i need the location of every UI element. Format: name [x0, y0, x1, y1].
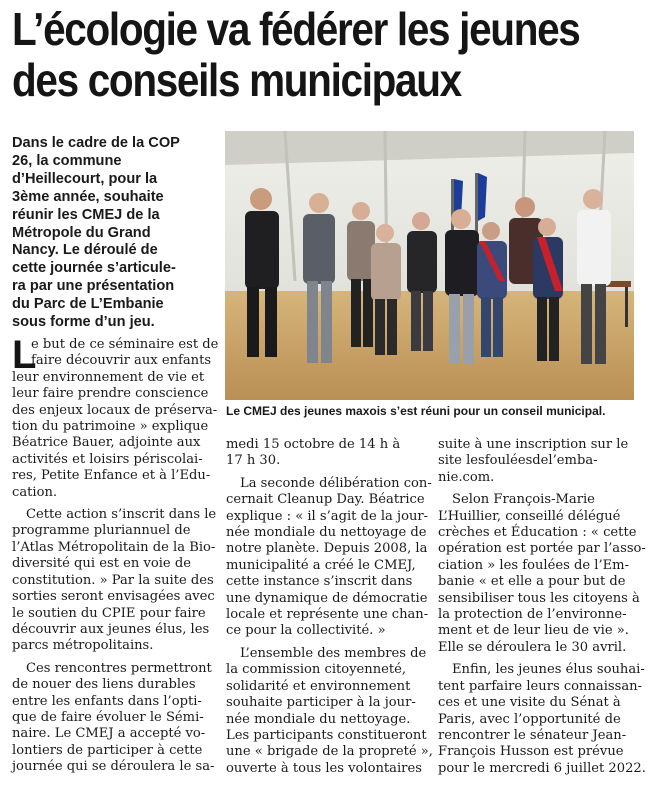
- text-line: La seconde délibération con-: [240, 475, 432, 491]
- chapeau-line: ra par une présentation: [12, 278, 175, 295]
- text-line: des enjeux locaux de préserva-: [12, 402, 218, 418]
- text-line: leur environnement de vie et: [12, 369, 205, 385]
- chapeau-line: 3ème année, souhaite: [12, 188, 164, 205]
- text-line: pour le mercredi 6 juillet 2022.: [438, 760, 646, 776]
- text-line: ouverte à tous les volontaires: [226, 760, 422, 776]
- text-line: leur faire prendre conscience: [12, 386, 209, 402]
- chapeau: [12, 135, 217, 332]
- dropcap-paragraph: [12, 333, 219, 501]
- text-line: sensibiliser tous les citoyens à: [438, 590, 640, 606]
- text-line: constitution. » Par la suite des: [12, 572, 214, 588]
- text-line: crèches et Éducation : « cette: [438, 525, 637, 541]
- text-line: de nouer des liens durables: [12, 677, 196, 693]
- text-line: medi 15 octobre de 14 h à: [226, 437, 401, 452]
- text-line: Selon François-Marie: [452, 492, 595, 508]
- text-line: e but de ce séminaire est de: [31, 337, 219, 352]
- text-line: François Husson est prévue: [438, 744, 624, 760]
- text-line: locale et représente une chan-: [226, 607, 429, 623]
- text-line: lontiers de participer à cette: [12, 742, 203, 758]
- text-line: explique : « il s’agit de la jour-: [226, 508, 429, 524]
- text-line: la commission citoyenneté,: [226, 662, 407, 678]
- chapeau-line: cette journée s’articule-: [12, 260, 176, 277]
- text-line: Les participants constitueront: [226, 727, 427, 743]
- text-line: Enfin, les jeunes élus souhai-: [452, 662, 645, 678]
- text-line: Cette action s’inscrit dans le: [26, 507, 217, 523]
- text-line: ces et une visite du Sénat à: [438, 695, 621, 711]
- text-line: rencontrer le sénateur Jean-: [438, 727, 627, 743]
- text-line: cernait Cleanup Day. Béatrice: [226, 492, 425, 508]
- text-line: découvrir aux jeunes élus, les: [12, 621, 210, 637]
- text-line: notre planète. Depuis 2008, la: [226, 541, 428, 557]
- text-line: parcs métropolitains.: [12, 638, 154, 654]
- article-column-1: [12, 333, 219, 776]
- text-line: une « brigade de la propreté »,: [226, 744, 433, 760]
- chapeau-line: d’Heillecourt, pour la: [12, 170, 158, 187]
- article-column-2: [226, 437, 433, 777]
- text-line: naire. Le CMEJ a accepté vo-: [12, 726, 206, 742]
- text-line: tion du patrimoine » explique: [12, 419, 209, 435]
- text-line: suite à une inscription sur le: [438, 437, 629, 452]
- text-line: programme pluriannuel de: [12, 523, 191, 539]
- text-line: ciation » les foulées de l’Em-: [438, 557, 630, 573]
- group-photo: [225, 131, 634, 400]
- text-line: cation.: [12, 484, 58, 500]
- text-line: opération est portée par l’asso-: [438, 541, 646, 557]
- text-line: solidarité et environnement: [226, 678, 411, 694]
- text-line: activités et loisirs périscolai-: [12, 451, 203, 467]
- text-line: née mondiale du nettoyage de: [226, 525, 427, 541]
- text-line: tent parfaire leurs connaissan-: [438, 678, 643, 694]
- text-line: souhaite participer à la jour-: [226, 695, 416, 711]
- text-line: ment et de leur lieu de vie ».: [438, 623, 629, 639]
- text-line: Elle se déroulera le 30 avril.: [438, 639, 627, 655]
- article-column-3: [438, 437, 646, 777]
- text-line: l’Atlas Métropolitain de la Bio-: [12, 539, 216, 555]
- chapeau-line: réunir les CMEJ de la: [12, 206, 160, 223]
- text-line: Paris, avec l’opportunité de: [438, 711, 621, 727]
- chapeau-line: Dans le cadre de la COP: [12, 135, 180, 151]
- text-line: journée qui se déroulera le sa-: [12, 759, 215, 775]
- chapeau-line: 26, la commune: [12, 152, 122, 169]
- text-line: ce pour la collectivité. »: [226, 623, 386, 639]
- text-line: cette instance s’inscrit dans: [226, 574, 413, 590]
- photo-caption: Le CMEJ des jeunes maxois s’est réuni pour un conseil municipal.: [226, 404, 606, 418]
- headline-line: L’écologie va fédérer les jeunes: [12, 3, 580, 55]
- text-line: diversité qui est en voie de: [12, 556, 191, 572]
- chapeau-line: du Parc de L’Embanie: [12, 296, 164, 313]
- text-line: res, Petite Enfance et à l’Edu-: [12, 468, 211, 484]
- text-line: site lesfouléesdel’emba-: [438, 453, 598, 469]
- chapeau-line: Métropole du Grand: [12, 224, 151, 241]
- headline-line: des conseils municipaux: [12, 54, 461, 106]
- chapeau-line: Nancy. Le déroulé de: [12, 242, 158, 259]
- text-line: banie « et elle a pour but de: [438, 574, 626, 590]
- text-line: nie.com.: [438, 469, 495, 485]
- text-line: faire découvrir aux enfants: [31, 353, 212, 369]
- text-line: Béatrice Bauer, adjointe aux: [12, 435, 201, 451]
- text-line: sorties seront envisagées avec: [12, 589, 215, 605]
- text-line: municipalité a créé le CMEJ,: [226, 557, 416, 573]
- text-line: 17 h 30.: [226, 453, 281, 469]
- text-line: née mondiale du nettoyage.: [226, 711, 411, 727]
- headline: [12, 3, 580, 106]
- text-line: la protection de l’environne-: [438, 607, 627, 623]
- text-line: entre les enfants dans l’opti-: [12, 693, 202, 709]
- dropcap: L: [12, 333, 37, 377]
- text-line: Ces rencontres permettront: [26, 660, 212, 676]
- text-line: le soutien du CPIE pour faire: [12, 605, 206, 621]
- text-line: une dynamique de démocratie: [226, 590, 428, 606]
- text-line: que de faire évoluer le Sémi-: [12, 709, 204, 725]
- text-line: L’ensemble des membres de: [240, 645, 427, 661]
- chapeau-line: sous forme d’un jeu.: [12, 314, 155, 331]
- text-line: L’Huillier, conseillé délégué: [438, 508, 621, 524]
